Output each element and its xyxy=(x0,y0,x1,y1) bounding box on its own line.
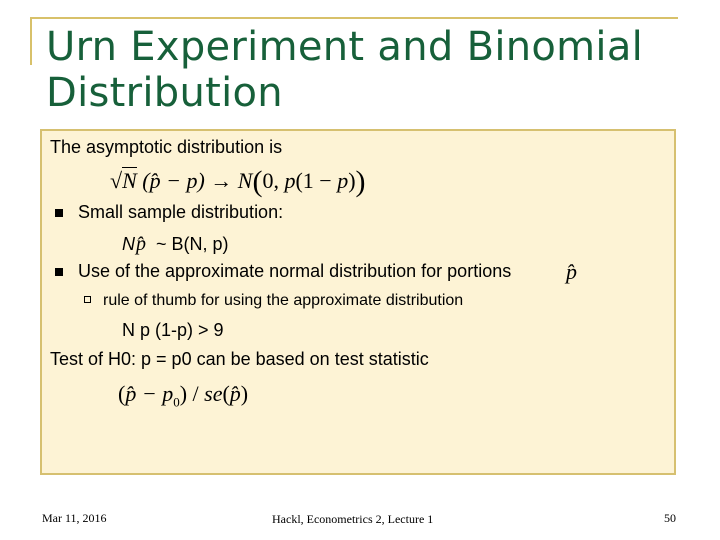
test-statistic-formula: (p̂ − $p_0$) / se(p̂) xyxy=(118,381,249,410)
asymptotic-line: The asymptotic distribution is xyxy=(50,137,283,157)
sub-bullet-rule-of-thumb: rule of thumb for using the approximate distribution xyxy=(103,292,464,309)
bullet-small-sample: Small sample distribution: xyxy=(78,202,284,222)
footer-date: Mar 11, 2016 xyxy=(42,511,107,525)
asymptotic-formula: √N (p̂ − p) → N(0, p(1 − p)) xyxy=(110,165,366,198)
rule-of-thumb-formula: N p (1-p) > 9 xyxy=(122,320,224,340)
binomial-line xyxy=(122,233,229,256)
p-hat-symbol: p̂ xyxy=(566,259,577,284)
p-hat-symbol: p̂ xyxy=(136,233,146,255)
title-decoration-left-line xyxy=(30,17,32,65)
slide-title: Urn Experiment and Binomial Distribution xyxy=(46,24,644,116)
binomial-n: N xyxy=(122,234,135,254)
binomial-dist: ~ B(N, p) xyxy=(156,234,229,254)
title-decoration-top-line xyxy=(30,17,678,19)
test-line: Test of H0: p = p0 can be based on test statistic xyxy=(50,349,429,369)
bullet-marker xyxy=(55,268,63,276)
sub-bullet-marker xyxy=(84,296,91,303)
footer-center: Hackl, Econometrics 2, Lecture 1 xyxy=(272,512,434,526)
page-number: 50 xyxy=(664,511,676,525)
bullet-normal-approx: Use of the approximate normal distribution for portions xyxy=(78,261,512,281)
bullet-marker xyxy=(55,209,63,217)
